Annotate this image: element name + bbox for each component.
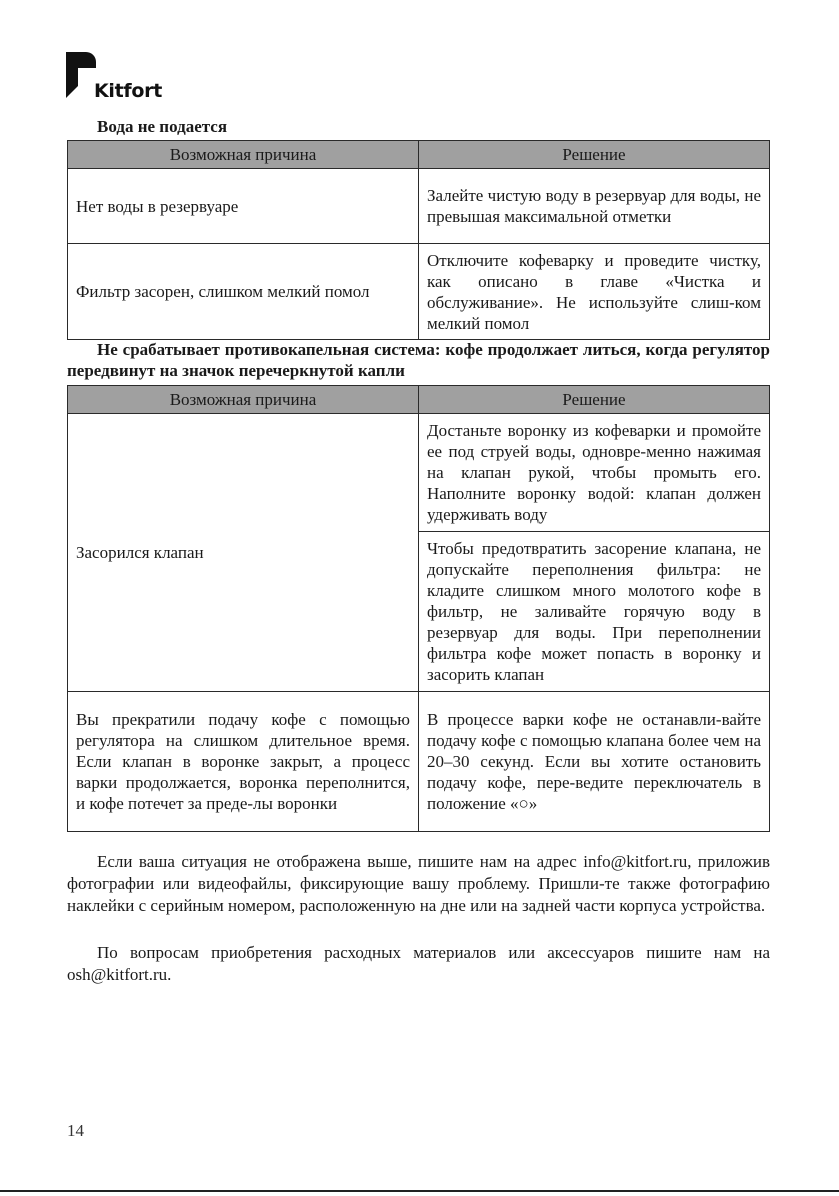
column-header-solution: Решение [419,141,770,169]
column-header-cause: Возможная причина [68,141,419,169]
table-header-row [68,141,770,169]
table-header-row [68,386,770,414]
page-number: 14 [67,1121,84,1140]
table-row [68,169,770,244]
column-header-cause: Возможная причина [68,386,419,414]
accessories-paragraph: По вопросам приобретения расходных материалов или аксессуаров пишите нам на osh@kitfort.ru. [67,943,770,984]
solution-cell: Залейте чистую воду в резервуар для воды, не превышая максимальной отметки [419,169,770,244]
section-title-no-water: Вода не подается [97,117,228,136]
brand-name: Kitfort [94,80,162,102]
contact-paragraph: Если ваша ситуация не отображена выше, пишите нам на адрес info@kitfort.ru, приложив фотографии или видеофайлы, фиксирующие вашу проблему. Пришли-те также фотографию наклейки с серийным номером, расположенную на дне или на задней части корпуса устройства. [67,852,770,915]
solution-cell: Достаньте воронку из кофеварки и промойте ее под струей воды, одновре-менно нажимая на клапан рукой, чтобы промыть его. Наполните воронку водой: клапан должен удерживать воду [419,414,770,532]
column-header-solution: Решение [419,386,770,414]
cause-cell: Нет воды в резервуаре [68,169,419,244]
kitfort-logo [66,52,166,102]
table-row [68,244,770,340]
cause-cell: Фильтр засорен, слишком мелкий помол [68,244,419,340]
section-title-drip-stop: Не срабатывает противокапельная система: кофе продолжает литься, когда регулятор передвинут на значок перечеркнутой капли [67,340,770,380]
cause-cell: Засорился клапан [68,414,419,692]
solution-cell: Чтобы предотвратить засорение клапана, не допускайте переполнения фильтра: не кладите слишком много молотого кофе в фильтр, не заливайте горячую воду в резервуар для воды. При переполнении фильтра кофе может попасть в воронку и засорить клапан [419,532,770,692]
cause-cell: Вы прекратили подачу кофе с помощью регулятора на слишком длительное время. Если клапан в воронке закрыт, а процесс варки продолжается, воронка переполнится, и кофе потечет за преде-лы воронки [68,692,419,832]
solution-cell: В процессе варки кофе не останавли-вайте подачу кофе с помощью клапана более чем на 20–30 секунд. Если вы хотите остановить подачу кофе, пере-ведите переключатель в положение «○» [419,692,770,832]
kitfort-logo-icon [66,52,96,98]
troubleshooting-table-drip-stop [67,385,770,832]
table-row [68,692,770,832]
solution-cell: Отключите кофеварку и проведите чистку, как описано в главе «Чистка и обслуживание». Не используйте слиш-ком мелкий помол [419,244,770,340]
troubleshooting-table-no-water [67,140,770,340]
bottom-divider [0,1190,839,1192]
table-row [68,414,770,532]
